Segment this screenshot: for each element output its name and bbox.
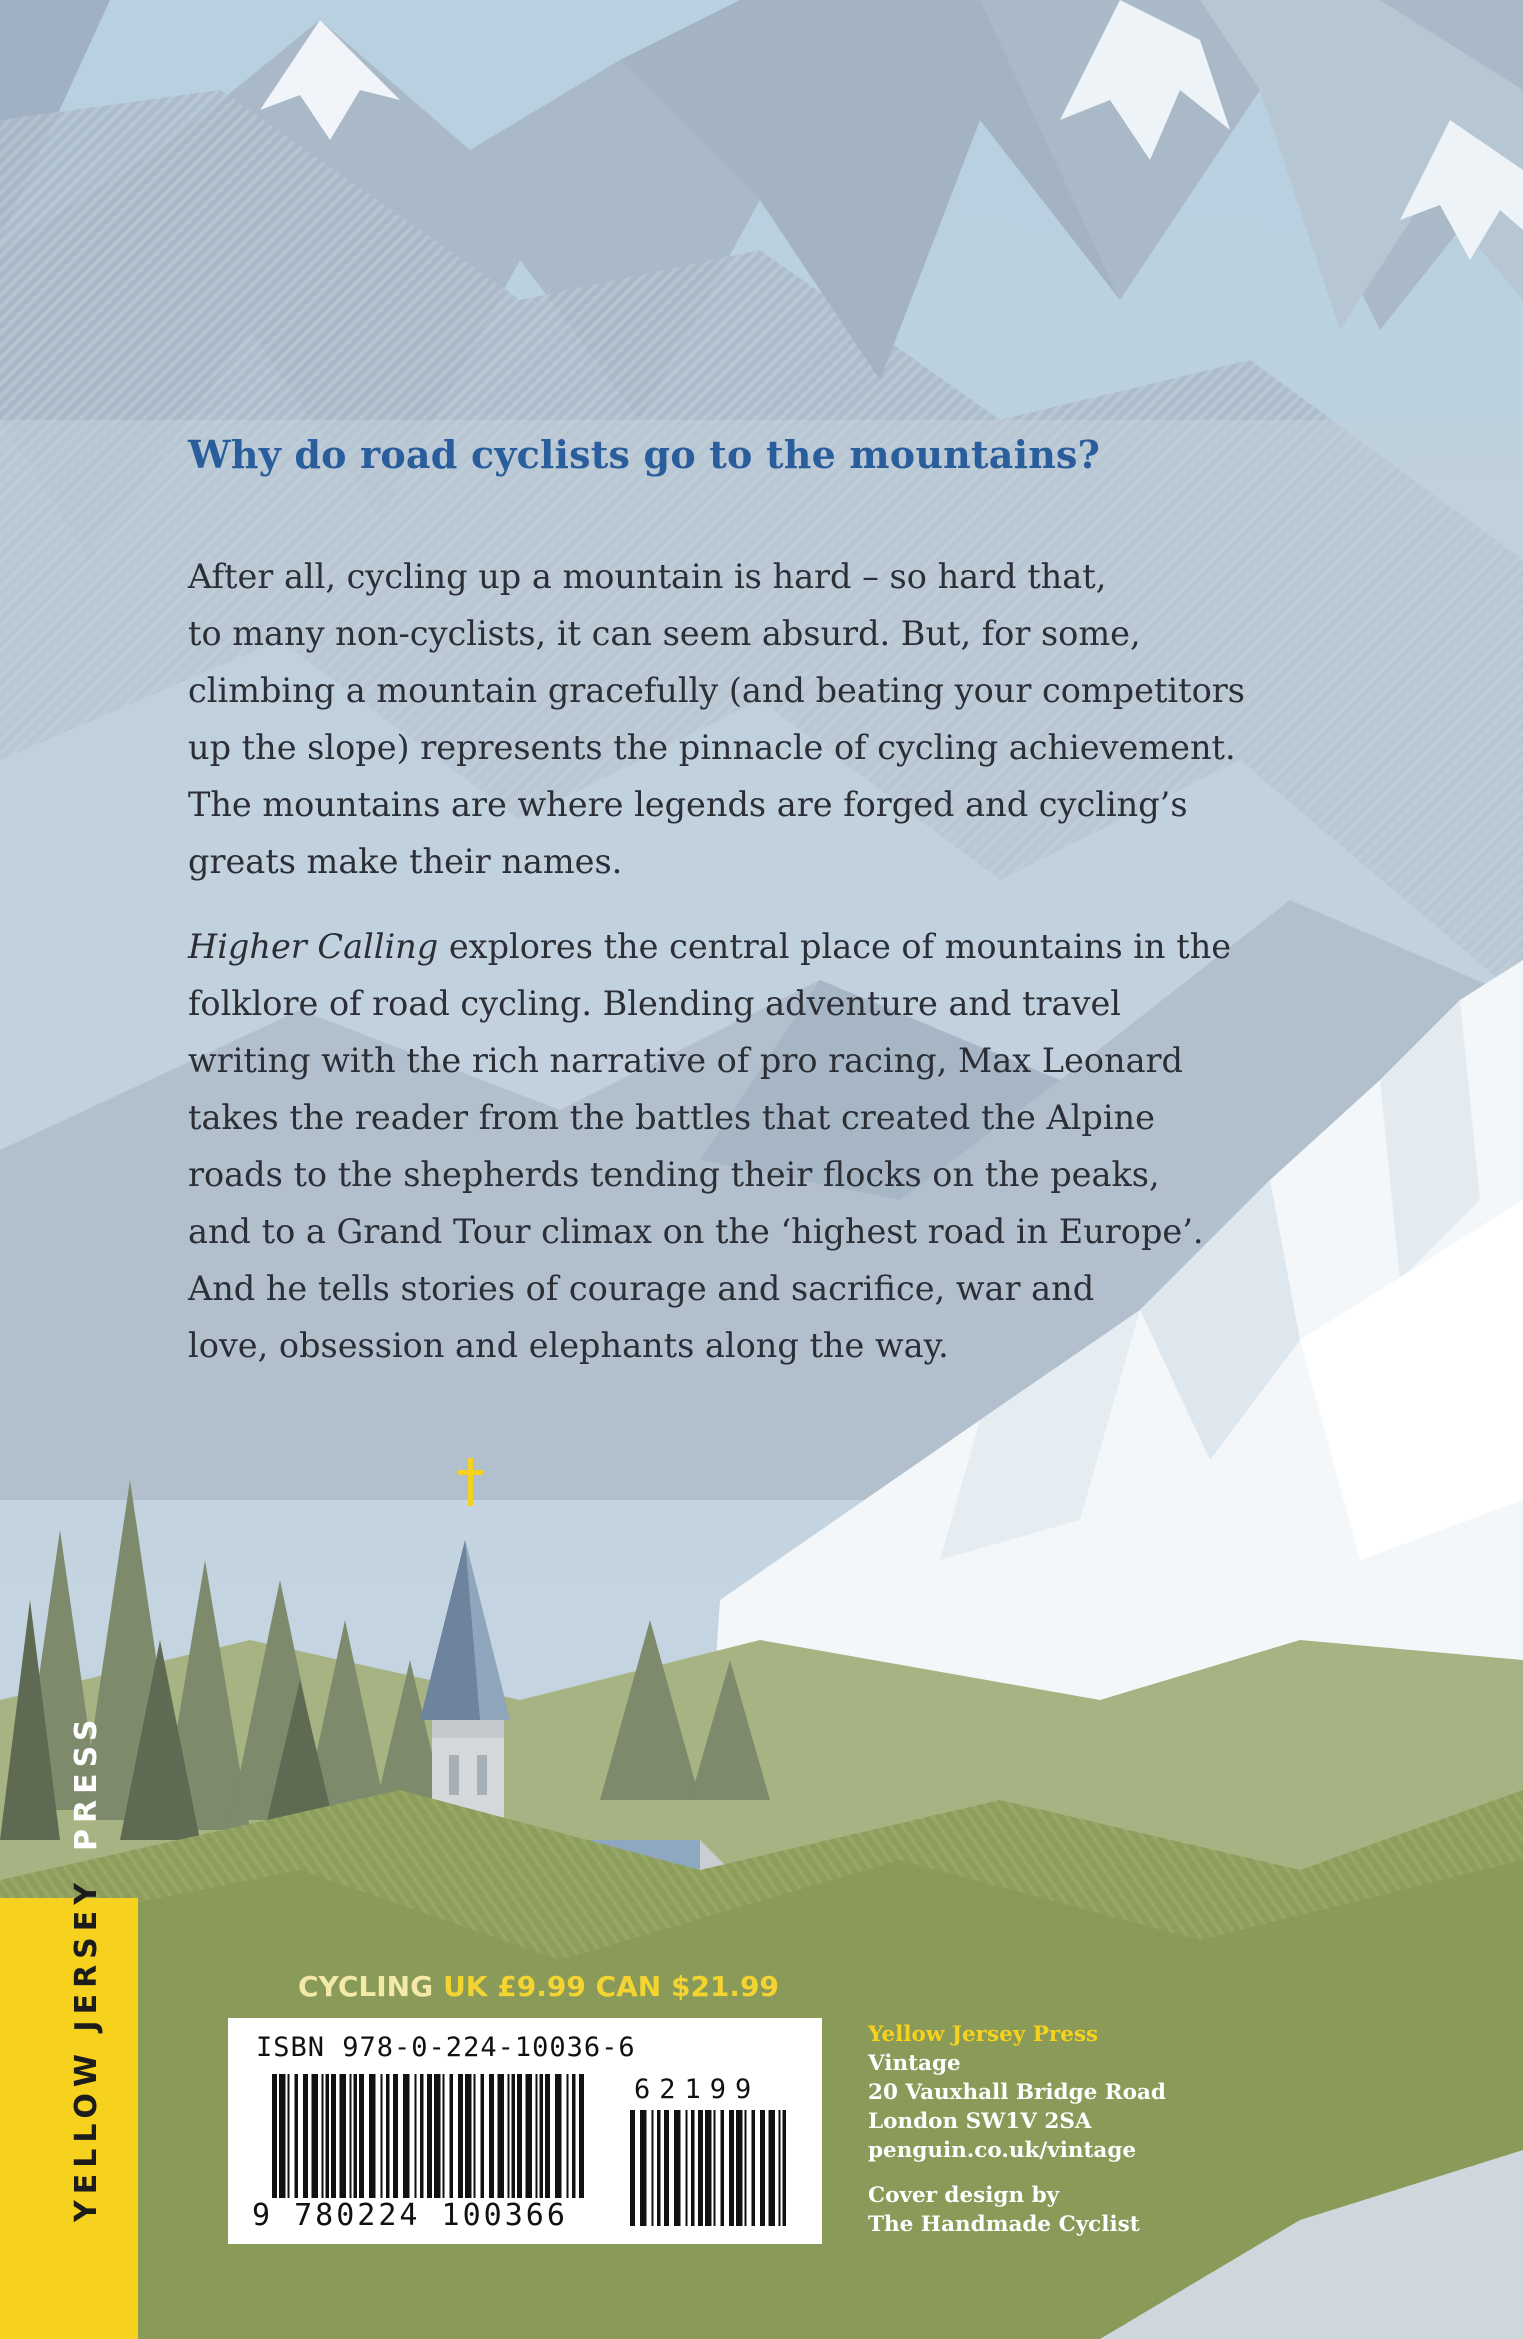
barcode-bar — [450, 2074, 454, 2198]
blurb-line: love, obsession and elephants along the way. — [188, 1326, 949, 1365]
blurb-line: climbing a mountain gracefully (and beating your competitors — [188, 671, 1245, 710]
blurb-line: roads to the shepherds tending their flocks on the peaks, — [188, 1155, 1160, 1194]
blurb-line: After all, cycling up a mountain is hard – so hard that, — [188, 557, 1107, 596]
barcode-bar — [393, 2074, 398, 2198]
publisher-block — [868, 2020, 1188, 2239]
barcode-bar — [498, 2074, 505, 2198]
barcode-bar — [465, 2074, 472, 2198]
blurb-line: And he tells stories of courage and sacrifice, war and — [188, 1269, 1095, 1308]
blurb-line: to many non-cyclists, it can seem absurd. But, for some, — [188, 614, 1141, 653]
category-label: CYCLING — [298, 1970, 434, 2003]
barcode-block — [228, 2018, 822, 2244]
price-line — [298, 1970, 779, 2003]
barcode-bar — [630, 2110, 635, 2226]
publisher-address-1: 20 Vauxhall Bridge Road — [868, 2080, 1166, 2105]
blurb-paragraph-1 — [188, 548, 1368, 890]
barcode-bar — [674, 2110, 681, 2226]
barcode-bar — [326, 2074, 330, 2198]
barcode-bar — [567, 2074, 569, 2198]
imprint-main: YELLOW JERSEY — [69, 1877, 104, 2222]
barcode-bar — [572, 2074, 576, 2198]
barcode-bar — [303, 2074, 308, 2198]
barcode-bar — [540, 2074, 544, 2198]
barcode-bar — [420, 2074, 424, 2198]
cover-design-credit-1: Cover design by — [868, 2183, 1060, 2208]
barcode-bar — [359, 2074, 364, 2198]
barcode-bar — [691, 2110, 695, 2226]
blurb-line: greats make their names. — [188, 842, 623, 881]
barcode-bar — [481, 2074, 485, 2198]
barcode-bar — [508, 2074, 510, 2198]
blurb-line: takes the reader from the battles that created the Alpine — [188, 1098, 1155, 1137]
barcode-bar — [312, 2074, 319, 2198]
blurb-line: and to a Grand Tour climax on the ‘highest road in Europe’. — [188, 1212, 1204, 1251]
blurb-line — [188, 918, 1368, 975]
imprint-logo — [69, 1714, 104, 2222]
barcode-bar — [752, 2110, 756, 2226]
barcode-bar — [272, 2074, 277, 2198]
barcode-bar — [721, 2110, 725, 2226]
blurb-line: writing with the rich narrative of pro racing, Max Leonard — [188, 1041, 1184, 1080]
barcode-bar — [340, 2074, 347, 2198]
blurb-line: up the slope) represents the pinnacle of cycling achievement. — [188, 728, 1236, 767]
barcode-bar — [545, 2074, 550, 2198]
publisher-imprint: Vintage — [868, 2051, 961, 2076]
barcode-bar — [745, 2110, 747, 2226]
barcode-bar — [783, 2110, 787, 2226]
book-title: Higher Calling — [188, 927, 439, 966]
barcode-bar — [729, 2110, 734, 2226]
barcode-addon-digits: 62199 — [634, 2074, 761, 2105]
barcode-bar — [322, 2074, 324, 2198]
cover-design-credit-2: The Handmade Cyclist — [868, 2212, 1140, 2237]
barcode-bar — [555, 2074, 562, 2198]
barcode-bar — [536, 2074, 538, 2198]
barcode-bar — [295, 2074, 299, 2198]
barcode-bar — [779, 2110, 781, 2226]
barcode-bar — [686, 2110, 688, 2226]
barcode-bar — [652, 2110, 654, 2226]
barcode-bar — [736, 2110, 743, 2226]
barcode-bar — [474, 2074, 476, 2198]
barcode-bar — [657, 2110, 661, 2226]
blurb-line: The mountains are where legends are forged and cycling’s — [188, 785, 1188, 824]
barcode-bar — [415, 2074, 417, 2198]
publisher-website: penguin.co.uk/vintage — [868, 2138, 1137, 2163]
barcode-bar — [714, 2110, 716, 2226]
publisher-name: Yellow Jersey Press — [868, 2022, 1099, 2047]
barcode-bar — [458, 2074, 463, 2198]
barcode-bar — [354, 2074, 358, 2198]
barcode-bar — [434, 2074, 441, 2198]
blurb-line: folklore of road cycling. Blending adventure and travel — [188, 984, 1121, 1023]
price-can: CAN $21.99 — [595, 1970, 780, 2003]
barcode-bar — [331, 2074, 336, 2198]
barcode-bar — [489, 2074, 494, 2198]
imprint-sub: PRESS — [69, 1713, 104, 1851]
barcode-bar — [517, 2074, 522, 2198]
barcode-bar — [350, 2074, 352, 2198]
barcode-bar — [443, 2074, 445, 2198]
price-uk: UK £9.99 — [443, 1970, 586, 2003]
blurb-text: explores the central place of mountains in the — [438, 927, 1232, 966]
barcode-bar — [760, 2110, 765, 2226]
barcode-bar — [288, 2074, 290, 2198]
barcode-bar — [705, 2110, 712, 2226]
back-cover-heading: Why do road cyclists go to the mountains? — [188, 432, 1101, 477]
barcode-bar — [698, 2110, 703, 2226]
barcode-bar — [279, 2074, 286, 2198]
barcode-bar — [664, 2110, 669, 2226]
blurb-paragraph-2 — [188, 918, 1368, 1374]
isbn-label: ISBN 978-0-224-10036-6 — [256, 2032, 636, 2063]
barcode-bar — [403, 2074, 410, 2198]
barcode-bar — [579, 2074, 584, 2198]
barcode-bar — [640, 2110, 647, 2226]
barcode-bar — [427, 2074, 432, 2198]
barcode-bar — [381, 2074, 383, 2198]
barcode-bar — [769, 2110, 776, 2226]
barcode-bar — [369, 2074, 376, 2198]
barcode-bar — [386, 2074, 390, 2198]
barcode-bar — [526, 2074, 533, 2198]
publisher-address-2: London SW1V 2SA — [868, 2109, 1092, 2134]
barcode-bar — [512, 2074, 516, 2198]
barcode-digits: 9 780224 100366 — [252, 2198, 568, 2233]
